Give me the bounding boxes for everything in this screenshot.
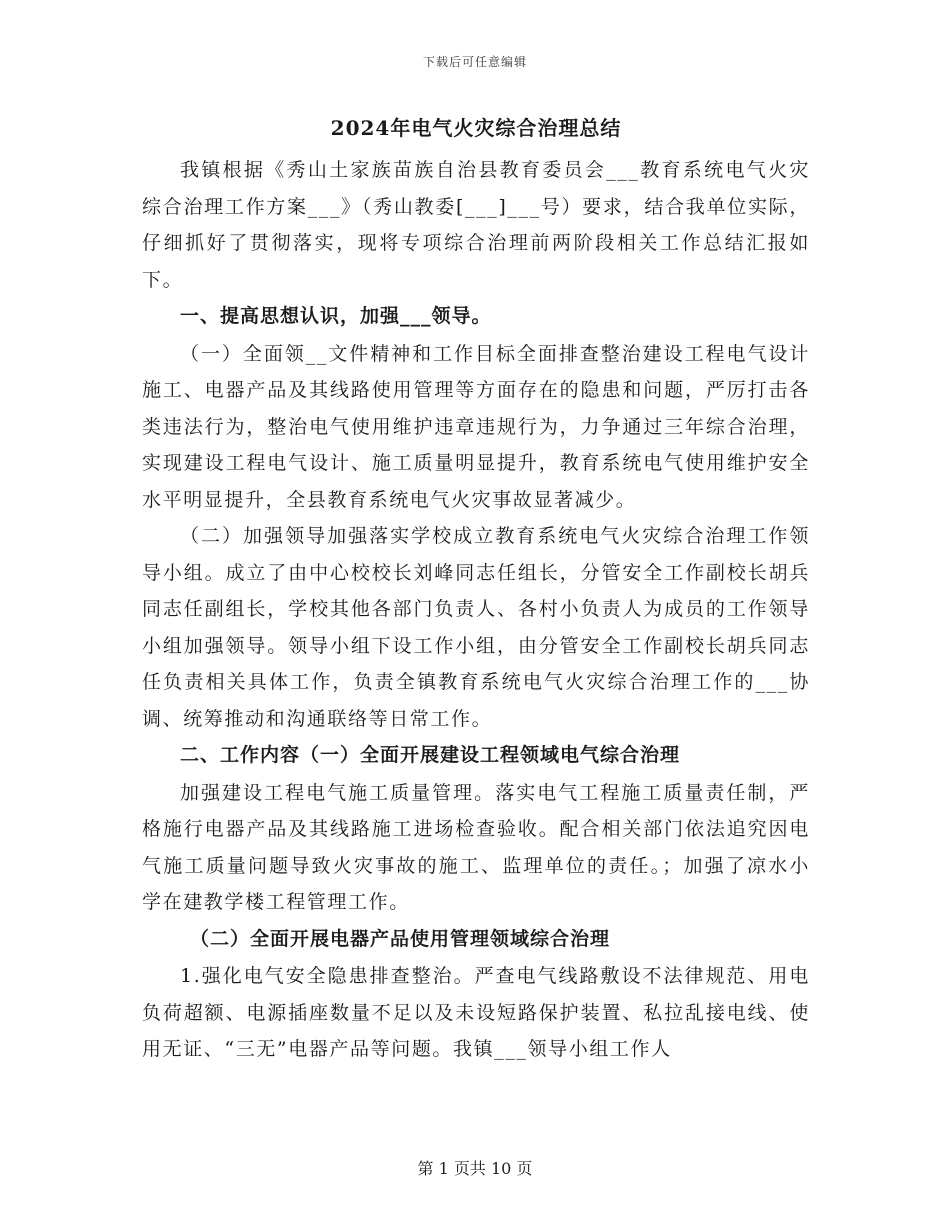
section-heading-2: 二、工作内容（一）全面开展建设工程领域电气综合治理 <box>180 744 681 766</box>
document-body <box>142 110 810 1068</box>
paragraph-1-1: （一）全面领__文件精神和工作目标全面排查整治建设工程电气设计施工、电器产品及其线路使用管理等方面存在的隐患和问题，严厉打击各类违法行为，整治电气使用维护违章违规行为，力争通过三年综合治理，实现建设工程电气设计、施工质量明显提升，教育系统电气使用维护安全水平明显提升，全县教育系统电气火灾事故显著减少。 <box>142 342 810 511</box>
page-footer: 第 1 页共 10 页 <box>417 1159 533 1178</box>
section-heading-1: 一、提高思想认识，加强___领导。 <box>180 305 492 327</box>
page-header: 下载后可任意编辑 <box>422 55 527 69</box>
paragraph-intro: 我镇根据《秀山土家族苗族自治县教育委员会___教育系统电气火灾综合治理工作方案___》（秀山教委[___]___号）要求，结合我单位实际，仔细抓好了贯彻落实，现将专项综合治理前两阶段相关工作总结汇报如下。 <box>142 159 810 291</box>
paragraph-2-2-1: 1.强化电气安全隐患排查整治。严查电气线路敷设不法律规范、用电负荷超额、电源插座数量不足以及未设短路保护装置、私拉乱接电线、使用无证、“三无”电器产品等问题。我镇___领导小组工作人 <box>142 965 810 1060</box>
document-title: 2024年电气火灾综合治理总结 <box>330 116 622 140</box>
subsection-heading-2-2: （二）全面开展电器产品使用管理领域综合治理 <box>190 927 611 950</box>
paragraph-2-1: 加强建设工程电气施工质量管理。落实电气工程施工质量责任制，严格施行电器产品及其线路施工进场检查验收。配合相关部门依法追究因电气施工质量问题导致火灾事故的施工、监理单位的责任。；加强了凉水小学在建教学楼工程管理工作。 <box>142 781 810 913</box>
paragraph-1-2: （二）加强领导加强落实学校成立教育系统电气火灾综合治理工作领导小组。成立了由中心校校长刘峰同志任组长，分管安全工作副校长胡兵同志任副组长，学校其他各部门负责人、各村小负责人为成员的工作领导小组加强领导。领导小组下设工作小组，由分管安全工作副校长胡兵同志任负责相关具体工作，负责全镇教育系统电气火灾综合治理工作的___协调、统筹推动和沟通联络等日常工作。 <box>142 525 810 730</box>
